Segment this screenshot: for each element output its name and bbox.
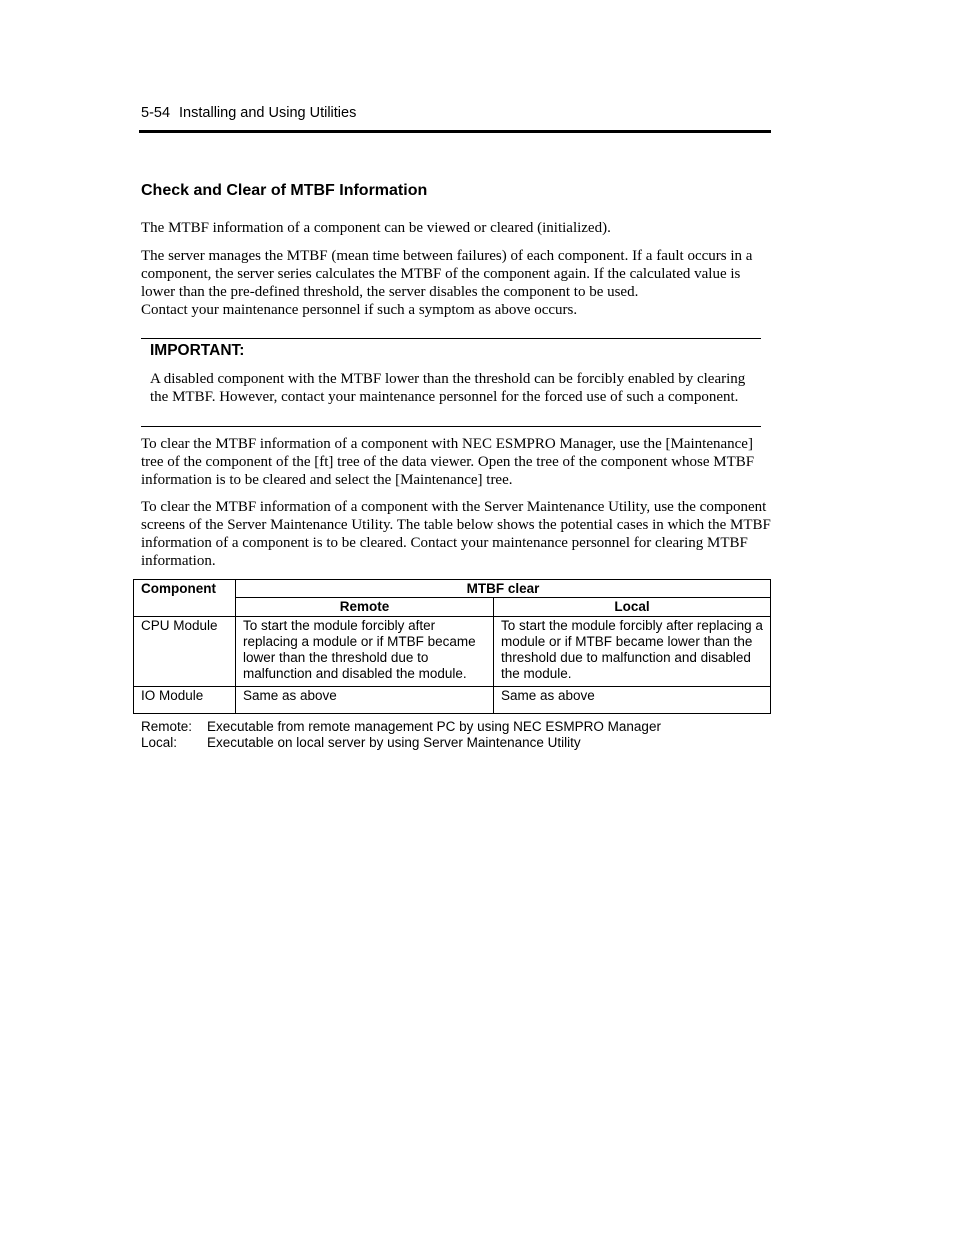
page-number: 5-54 (141, 105, 171, 121)
esmpro-paragraph: To clear the MTBF information of a component with NEC ESMPRO Manager, use the [Maintenance] tree of the component of the [ft] tree of the data viewer. Open the tree of the component whose MTBF information is to be cleared and select the [Maintenance] tree. (141, 436, 755, 488)
intro-paragraph: The MTBF information of a component can be viewed or cleared (initialized). (141, 220, 611, 236)
manages-paragraph: The server manages the MTBF (mean time between failures) of each component. If a fault occurs in a component, the server series calculates the MTBF of the component again. If the calculated value is lower than the pre-defined threshold, the server disables the component to be used. (141, 248, 753, 300)
note-key: Remote: (141, 719, 193, 734)
note-local (141, 735, 661, 751)
cell-local: Same as above (494, 687, 771, 714)
note-key: Local: (141, 735, 178, 750)
header-rule (139, 130, 771, 133)
important-note (141, 338, 761, 427)
header-component: Component (134, 580, 236, 617)
contact-paragraph: Contact your maintenance personnel if such a symptom as above occurs. (141, 302, 578, 318)
note-text: Executable on local server by using Server Maintenance Utility (207, 735, 581, 750)
cell-component: IO Module (134, 687, 236, 714)
cell-component: CPU Module (134, 617, 236, 687)
header-mtbf-clear: MTBF clear (236, 580, 771, 598)
table-row (134, 617, 771, 687)
important-title: IMPORTANT: (150, 342, 245, 359)
note-text: Executable from remote management PC by using NEC ESMPRO Manager (207, 719, 661, 734)
section-title: Check and Clear of MTBF Information (141, 182, 428, 199)
table-notes (141, 719, 661, 751)
header-remote: Remote (236, 598, 494, 617)
note-remote (141, 719, 661, 735)
header-local: Local (494, 598, 771, 617)
mtbf-description (141, 247, 771, 319)
important-text: A disabled component with the MTBF lower than the threshold can be forcibly enabled by clearing the MTBF. However, contact your maintenance personnel for the forced use of such a component. (150, 371, 746, 405)
chapter-title: Installing and Using Utilities (179, 105, 357, 121)
page-header (141, 105, 771, 121)
utility-paragraph: To clear the MTBF information of a component with the Server Maintenance Utility, use the component screens of the Server Maintenance Utility. The table below shows the potential cases in which the MTBF information of a component is to be cleared. Contact your maintenance personnel for clearing MTBF information. (141, 499, 771, 569)
cell-remote: Same as above (236, 687, 494, 714)
cell-local: To start the module forcibly after replacing a module or if MTBF became lower than the threshold due to malfunction and disabled the module. (494, 617, 771, 687)
mtbf-table (133, 579, 771, 714)
table-row (134, 687, 771, 714)
table-header-row (134, 580, 771, 598)
cell-remote: To start the module forcibly after replacing a module or if MTBF became lower than the threshold due to malfunction and disabled the module. (236, 617, 494, 687)
